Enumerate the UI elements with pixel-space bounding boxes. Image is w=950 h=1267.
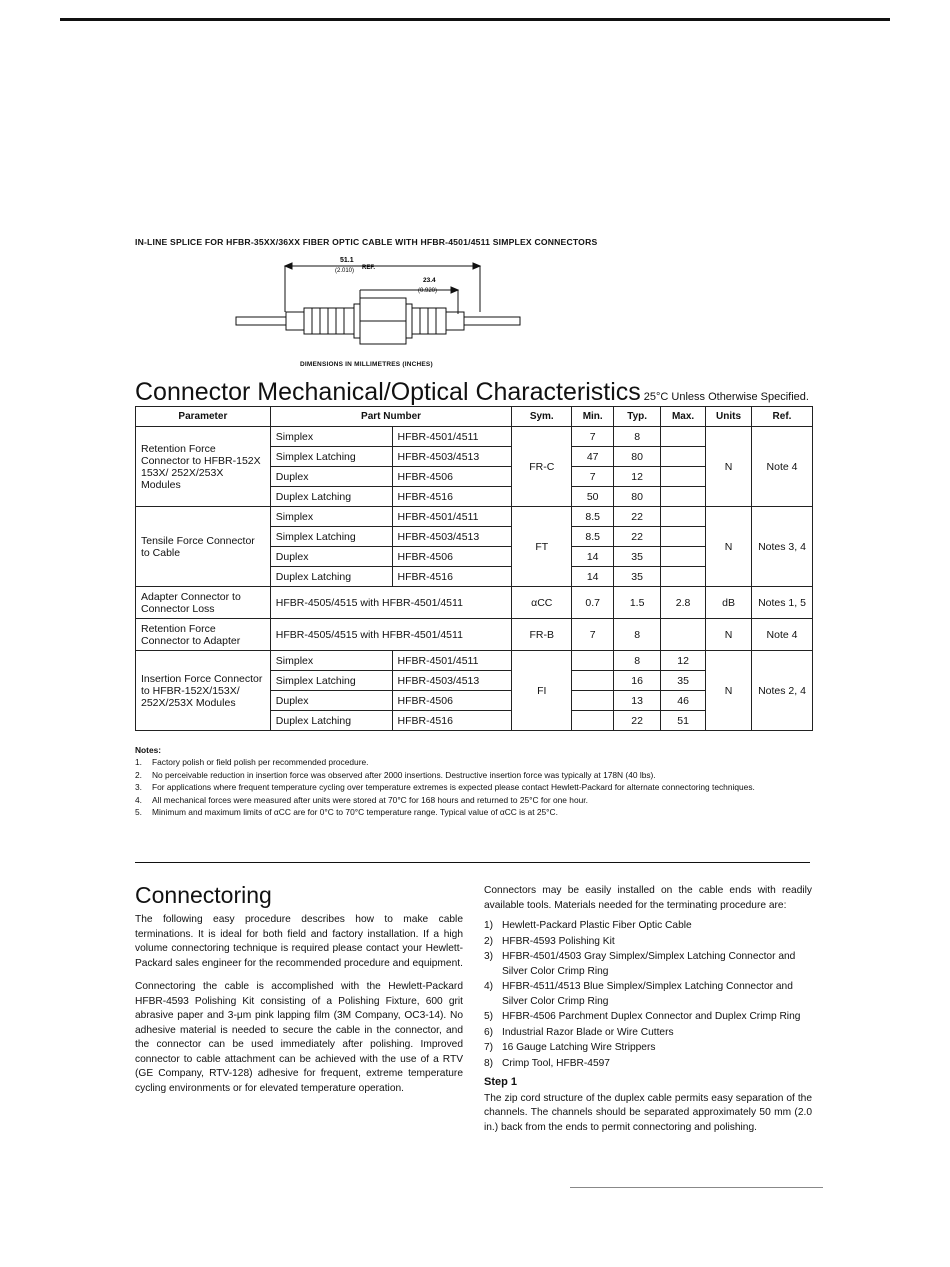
type-cell: Simplex <box>270 651 392 671</box>
max-cell <box>661 427 706 447</box>
list-number: 3) <box>484 951 494 962</box>
note-number: 5. <box>135 807 142 818</box>
typ-cell: 22 <box>614 711 661 731</box>
list-item <box>484 1026 812 1041</box>
list-number: 5) <box>484 1011 494 1022</box>
typ-cell: 80 <box>614 447 661 467</box>
part-cell: HFBR-4516 <box>392 711 512 731</box>
units-cell: N <box>706 619 752 651</box>
sym-cell: FR-C <box>512 427 572 507</box>
list-item <box>484 1057 812 1072</box>
connectoring-right-column <box>484 884 812 1141</box>
min-cell: 7 <box>572 467 614 487</box>
max-cell: 46 <box>661 691 706 711</box>
type-cell: Duplex <box>270 547 392 567</box>
typ-cell: 8 <box>614 619 661 651</box>
header-min: Min. <box>572 407 614 427</box>
min-cell: 14 <box>572 547 614 567</box>
list-text: HFBR-4593 Polishing Kit <box>502 935 615 947</box>
max-cell <box>661 547 706 567</box>
table-row <box>136 587 813 619</box>
units-cell: N <box>706 427 752 507</box>
type-cell: Duplex Latching <box>270 711 392 731</box>
part-cell: HFBR-4501/4511 <box>392 507 512 527</box>
paragraph: Connectors may be easily installed on the cable ends with readily available tools. Materials needed for the terminating procedure are: <box>484 885 812 911</box>
part-cell: HFBR-4505/4515 with HFBR-4501/4511 <box>270 587 512 619</box>
max-cell <box>661 467 706 487</box>
part-cell: HFBR-4501/4511 <box>392 651 512 671</box>
type-cell: Simplex Latching <box>270 671 392 691</box>
note-text: No perceivable reduction in insertion force was observed after 2000 insertions. Destructive insertion force was typically at 178N (40 lbs). <box>152 769 656 780</box>
min-cell <box>572 691 614 711</box>
list-text: HFBR-4511/4513 Blue Simplex/Simplex Latching Connector and Silver Color Crimp Ring <box>502 981 793 1007</box>
sym-cell: FI <box>512 651 572 731</box>
section-divider <box>135 862 810 863</box>
table-row <box>136 619 813 651</box>
list-number: 1) <box>484 920 494 931</box>
step-title: Step 1 <box>484 1076 518 1088</box>
note-number: 1. <box>135 757 142 768</box>
min-cell: 0.7 <box>572 587 614 619</box>
dim1-value: 51.1 <box>340 257 354 264</box>
units-cell: N <box>706 507 752 587</box>
paragraph: The zip cord structure of the duplex cable permits easy separation of the channels. The channels should be separated approximately 50 mm (2.0 in.) back from the ends to permit connectoring and polishing. <box>484 1092 812 1133</box>
dimensions-note: DIMENSIONS IN MILLIMETRES (INCHES) <box>300 361 433 368</box>
type-cell: Simplex Latching <box>270 447 392 467</box>
type-cell: Duplex <box>270 467 392 487</box>
note-item <box>135 806 815 818</box>
connectoring-left-column <box>135 913 463 1105</box>
max-cell <box>661 619 706 651</box>
max-cell <box>661 487 706 507</box>
typ-cell: 16 <box>614 671 661 691</box>
part-cell: HFBR-4505/4515 with HFBR-4501/4511 <box>270 619 512 651</box>
part-cell: HFBR-4516 <box>392 487 512 507</box>
table-header-row <box>136 407 813 427</box>
list-item <box>484 1041 812 1056</box>
note-text: Minimum and maximum limits of αCC are for 0°C to 70°C temperature range. Typical value of αCC is at 25°C. <box>152 807 558 818</box>
header-max: Max. <box>661 407 706 427</box>
list-item <box>484 980 812 1009</box>
typ-cell: 13 <box>614 691 661 711</box>
typ-cell: 22 <box>614 507 661 527</box>
list-number: 4) <box>484 981 494 992</box>
note-item <box>135 781 815 793</box>
bottom-rule <box>570 1187 823 1188</box>
part-cell: HFBR-4503/4513 <box>392 527 512 547</box>
list-number: 8) <box>484 1057 494 1069</box>
table-row <box>136 507 813 527</box>
sym-cell: FT <box>512 507 572 587</box>
splice-drawing <box>230 252 530 372</box>
min-cell: 8.5 <box>572 507 614 527</box>
materials-list <box>484 919 812 1071</box>
part-cell: HFBR-4501/4511 <box>392 427 512 447</box>
connectoring-title: Connectoring <box>135 882 272 908</box>
header-ref: Ref. <box>752 407 813 427</box>
min-cell <box>572 651 614 671</box>
typ-cell: 8 <box>614 651 661 671</box>
dim2-inches: (0.920) <box>418 288 438 294</box>
list-item <box>484 919 812 934</box>
characteristics-title-text: Connector Mechanical/Optical Characteristics <box>135 378 641 406</box>
max-cell <box>661 567 706 587</box>
table-row <box>136 651 813 671</box>
note-item <box>135 769 815 781</box>
max-cell: 51 <box>661 711 706 731</box>
header-typ: Typ. <box>614 407 661 427</box>
characteristics-table <box>135 406 813 731</box>
note-text: All mechanical forces were measured after units were stored at 70°C for 168 hours and returned to 25°C for one hour. <box>152 794 588 805</box>
min-cell: 47 <box>572 447 614 467</box>
min-cell: 50 <box>572 487 614 507</box>
min-cell: 7 <box>572 619 614 651</box>
dim1-inches: (2.010) <box>335 268 355 274</box>
typ-cell: 35 <box>614 547 661 567</box>
min-cell <box>572 671 614 691</box>
units-cell: N <box>706 651 752 731</box>
note-number: 3. <box>135 782 142 793</box>
list-item <box>484 950 812 979</box>
ref-cell: Notes 1, 5 <box>752 587 813 619</box>
notes-section <box>135 744 815 818</box>
list-item <box>484 935 812 950</box>
top-rule <box>60 18 890 21</box>
part-cell: HFBR-4506 <box>392 691 512 711</box>
min-cell: 7 <box>572 427 614 447</box>
typ-cell: 80 <box>614 487 661 507</box>
param-cell: Retention Force Connector to HFBR-152X 153X/ 252X/253X Modules <box>136 427 271 507</box>
part-cell: HFBR-4506 <box>392 547 512 567</box>
ref-cell: Notes 3, 4 <box>752 507 813 587</box>
ref-cell: Note 4 <box>752 619 813 651</box>
param-cell: Retention Force Connector to Adapter <box>136 619 271 651</box>
ref-cell: Note 4 <box>752 427 813 507</box>
min-cell <box>572 711 614 731</box>
list-text: HFBR-4506 Parchment Duplex Connector and Duplex Crimp Ring <box>502 1011 801 1022</box>
list-text: Crimp Tool, HFBR-4597 <box>502 1057 610 1069</box>
ref-cell: Notes 2, 4 <box>752 651 813 731</box>
header-part-number: Part Number <box>270 407 512 427</box>
typ-cell: 22 <box>614 527 661 547</box>
param-cell: Insertion Force Connector to HFBR-152X/153X/ 252X/253X Modules <box>136 651 271 731</box>
list-number: 2) <box>484 935 494 947</box>
sym-cell: αCC <box>512 587 572 619</box>
part-cell: HFBR-4516 <box>392 567 512 587</box>
typ-cell: 1.5 <box>614 587 661 619</box>
type-cell: Simplex Latching <box>270 527 392 547</box>
type-cell: Duplex Latching <box>270 487 392 507</box>
dim2-value: 23.4 <box>423 277 436 284</box>
note-number: 4. <box>135 794 142 805</box>
max-cell <box>661 527 706 547</box>
header-sym: Sym. <box>512 407 572 427</box>
header-units: Units <box>706 407 752 427</box>
note-text: For applications where frequent temperature cycling over temperature extremes is expected please contact Hewlett-Packard for alternate connectoring techniques. <box>152 782 755 793</box>
list-number: 6) <box>484 1026 494 1038</box>
table-row <box>136 427 813 447</box>
type-cell: Simplex <box>270 427 392 447</box>
list-number: 7) <box>484 1042 494 1053</box>
list-text: Hewlett-Packard Plastic Fiber Optic Cable <box>502 920 692 931</box>
max-cell <box>661 507 706 527</box>
typ-cell: 35 <box>614 567 661 587</box>
note-item <box>135 756 815 768</box>
list-text: Industrial Razor Blade or Wire Cutters <box>502 1026 674 1038</box>
max-cell <box>661 447 706 467</box>
max-cell: 2.8 <box>661 587 706 619</box>
min-cell: 14 <box>572 567 614 587</box>
note-item <box>135 794 815 806</box>
list-item <box>484 1010 812 1025</box>
min-cell: 8.5 <box>572 527 614 547</box>
paragraph: The following easy procedure describes how to make cable terminations. It is ideal for both field and factory installation. If a high volume connectoring technique is required please contact your Hewlett-Packard sales engineer for the recommended procedure and equipment. <box>135 914 463 969</box>
header-parameter: Parameter <box>136 407 271 427</box>
typ-cell: 12 <box>614 467 661 487</box>
characteristics-subtitle: 25°C Unless Otherwise Specified. <box>643 391 809 403</box>
units-cell: dB <box>706 587 752 619</box>
type-cell: Duplex Latching <box>270 567 392 587</box>
list-text: 16 Gauge Latching Wire Strippers <box>502 1042 656 1053</box>
characteristics-title <box>135 378 809 407</box>
list-text: HFBR-4501/4503 Gray Simplex/Simplex Latching Connector and Silver Color Crimp Ring <box>502 951 796 977</box>
part-cell: HFBR-4503/4513 <box>392 447 512 467</box>
notes-heading: Notes: <box>135 745 162 755</box>
param-cell: Tensile Force Connector to Cable <box>136 507 271 587</box>
param-cell: Adapter Connector to Connector Loss <box>136 587 271 619</box>
note-text: Factory polish or field polish per recommended procedure. <box>152 757 369 768</box>
part-cell: HFBR-4506 <box>392 467 512 487</box>
max-cell: 35 <box>661 671 706 691</box>
note-number: 2. <box>135 769 142 780</box>
dim1-ref: REF. <box>362 265 376 271</box>
part-cell: HFBR-4503/4513 <box>392 671 512 691</box>
type-cell: Simplex <box>270 507 392 527</box>
max-cell: 12 <box>661 651 706 671</box>
splice-title: IN-LINE SPLICE FOR HFBR-35XX/36XX FIBER OPTIC CABLE WITH HFBR-4501/4511 SIMPLEX CONNECTORS <box>135 237 598 247</box>
typ-cell: 8 <box>614 427 661 447</box>
type-cell: Duplex <box>270 691 392 711</box>
sym-cell: FR-B <box>512 619 572 651</box>
paragraph: Connectoring the cable is accomplished with the Hewlett-Packard HFBR-4593 Polishing Kit consisting of a Polishing Fixture, 600 grit abrasive paper and 3-μm pink lapping film (3M Company, OC3-14). No adhesive material is needed to secure the cable in the connector, and the connector can be used immediately after polishing. Improved connector to cable attachment can be achieved with the use of a RTV (GE Company, RTV-128) adhesive for frequent, extreme temperature cycling environments or for elevated temperature operation. <box>135 981 463 1094</box>
